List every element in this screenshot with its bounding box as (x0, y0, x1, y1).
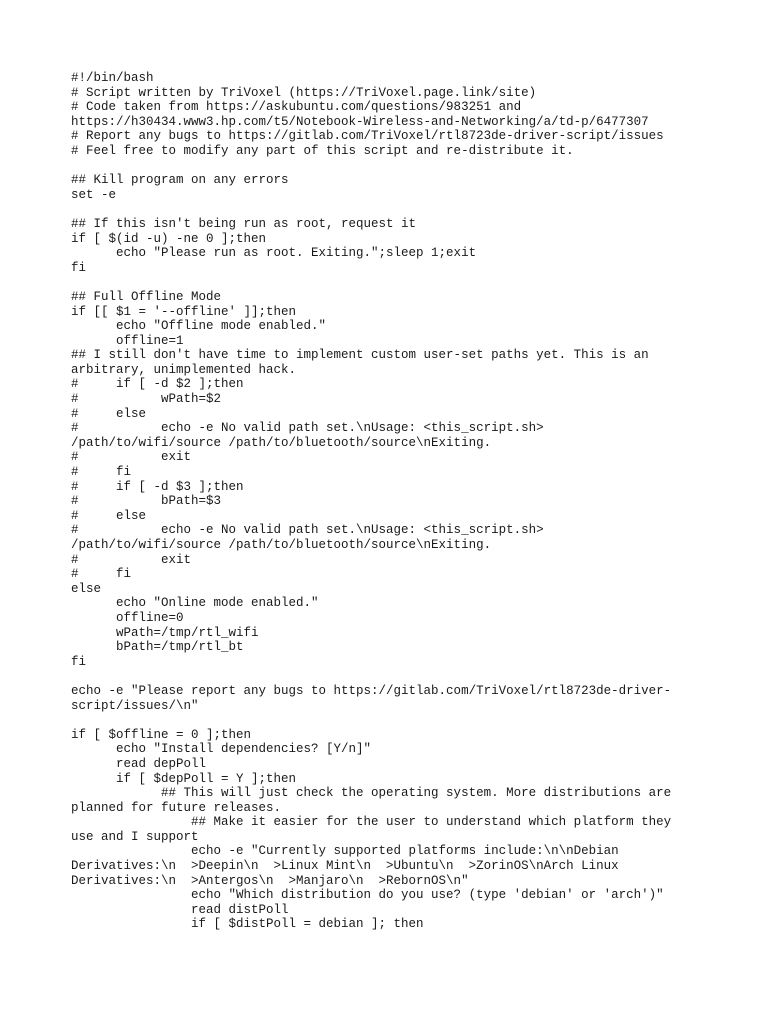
code-line: bPath=/tmp/rtl_bt (71, 640, 244, 655)
code-line: ## If this isn't being run as root, request it (71, 216, 417, 231)
code-line: if [ $distPoll = debian ]; then (71, 917, 424, 932)
code-line: https://h30434.www3.hp.com/t5/Notebook-Wireless-and-Networking/a/td-p/6477307 (71, 114, 649, 129)
code-line: # Report any bugs to https://gitlab.com/TriVoxel/rtl8723de-driver-script/issues (71, 129, 664, 144)
code-line (71, 275, 711, 290)
code-line: # exit (71, 450, 192, 465)
code-line: # echo -e No valid path set.\nUsage: <this_script.sh> (71, 421, 544, 436)
code-line: # fi (71, 567, 132, 582)
code-line: read distPoll (71, 902, 289, 917)
code-line: use and I support (71, 829, 199, 844)
code-line: echo -e "Please report any bugs to https://gitlab.com/TriVoxel/rtl8723de-driver- (71, 683, 672, 698)
code-line: fi (71, 260, 87, 275)
code-line: # bPath=$3 (71, 494, 222, 509)
code-line: ## This will just check the operating system. More distributions are (71, 786, 672, 801)
code-line: # Script written by TriVoxel (https://TriVoxel.page.link/site) (71, 85, 537, 100)
code-line: echo "Offline mode enabled." (71, 319, 327, 334)
code-line: echo -e "Currently supported platforms include:\n\nDebian (71, 844, 619, 859)
code-line: if [[ $1 = '--offline' ]];then (71, 304, 297, 319)
code-line: ## Full Offline Mode (71, 289, 222, 304)
code-line: # Code taken from https://askubuntu.com/questions/983251 and (71, 100, 522, 115)
code-line: else (71, 581, 102, 596)
code-line: # echo -e No valid path set.\nUsage: <this_script.sh> (71, 523, 544, 538)
script-code-block (71, 71, 711, 932)
code-line (71, 713, 711, 728)
code-line: Derivatives:\n >Deepin\n >Linux Mint\n >Ubuntu\n >ZorinOS\nArch Linux (71, 859, 619, 874)
code-line: read depPoll (71, 756, 207, 771)
code-line: if [ $offline = 0 ];then (71, 727, 252, 742)
code-line: echo "Online mode enabled." (71, 596, 319, 611)
code-line: echo "Install dependencies? [Y/n]" (71, 742, 372, 757)
code-line (71, 202, 711, 217)
code-line: /path/to/wifi/source /path/to/bluetooth/source\nExiting. (71, 435, 492, 450)
code-line: # else (71, 406, 147, 421)
code-line (71, 669, 711, 684)
code-line: ## Make it easier for the user to understand which platform they (71, 815, 672, 830)
code-line: # Feel free to modify any part of this script and re-distribute it. (71, 143, 574, 158)
code-line: Derivatives:\n >Antergos\n >Manjaro\n >RebornOS\n" (71, 873, 469, 888)
code-line: # if [ -d $3 ];then (71, 479, 244, 494)
code-line: ## I still don't have time to implement custom user-set paths yet. This is an (71, 348, 649, 363)
code-line: # else (71, 508, 147, 523)
code-line: fi (71, 654, 87, 669)
code-line: script/issues/\n" (71, 698, 199, 713)
code-line: # exit (71, 552, 192, 567)
code-line: echo "Please run as root. Exiting.";sleep 1;exit (71, 246, 477, 261)
code-line: if [ $(id -u) -ne 0 ];then (71, 231, 267, 246)
code-line: # wPath=$2 (71, 392, 222, 407)
code-line: offline=0 (71, 610, 184, 625)
code-line: ## Kill program on any errors (71, 173, 289, 188)
code-line: arbitrary, unimplemented hack. (71, 362, 297, 377)
code-line: /path/to/wifi/source /path/to/bluetooth/source\nExiting. (71, 538, 492, 552)
code-line: # if [ -d $2 ];then (71, 377, 244, 392)
code-line: # fi (71, 465, 132, 480)
code-line: echo "Which distribution do you use? (type 'debian' or 'arch')" (71, 888, 664, 903)
code-line: planned for future releases. (71, 800, 282, 815)
code-line: if [ $depPoll = Y ];then (71, 771, 297, 786)
code-line: set -e (71, 187, 117, 202)
code-line: offline=1 (71, 333, 184, 348)
code-line (71, 159, 711, 174)
code-line: wPath=/tmp/rtl_wifi (71, 625, 259, 640)
code-line: #!/bin/bash (71, 71, 154, 85)
